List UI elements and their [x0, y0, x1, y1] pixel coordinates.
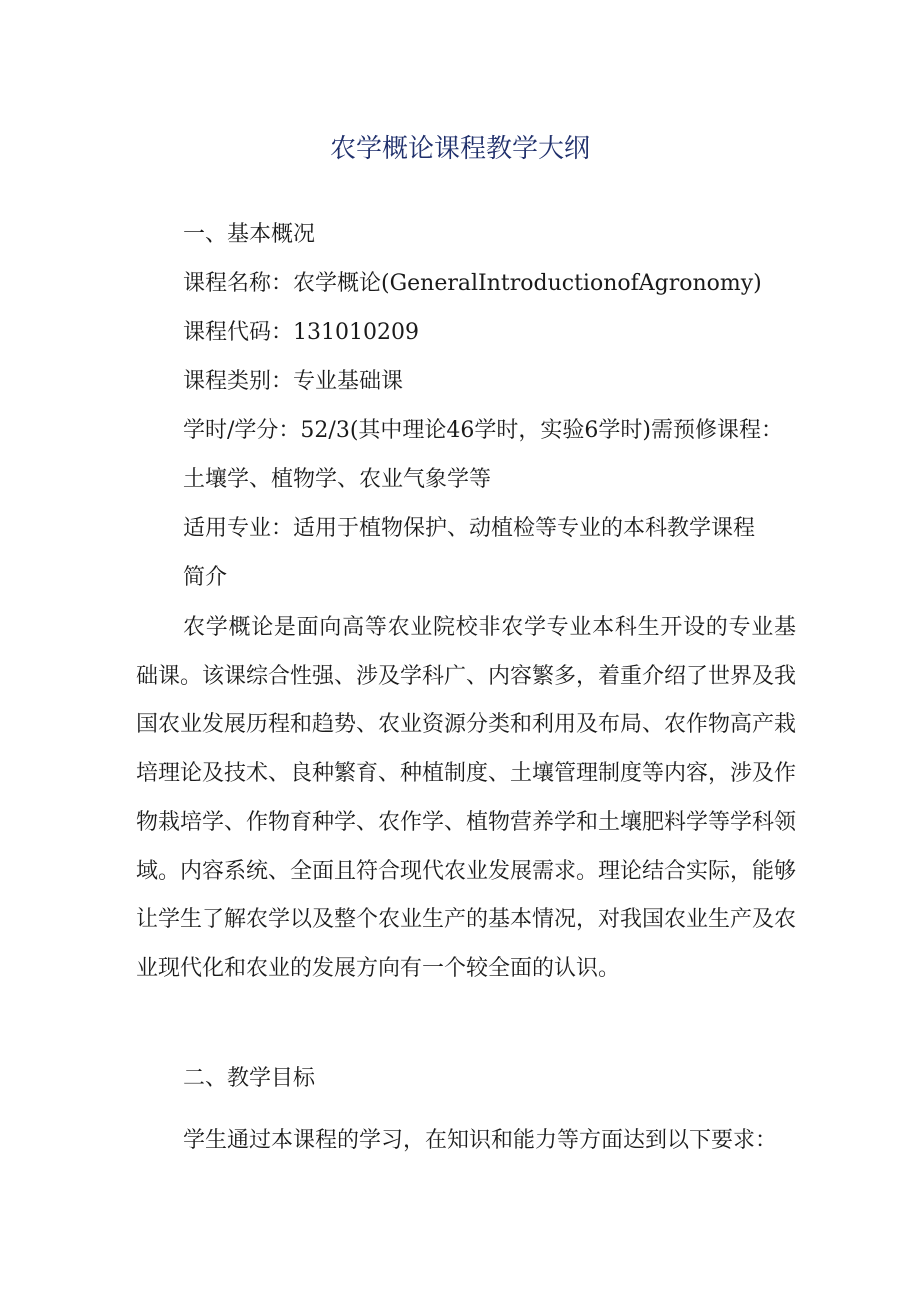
section-2-heading: 二、教学目标 [183, 1066, 316, 1091]
intro-label: 简介 [183, 565, 228, 590]
document-title: 农学概论课程教学大纲 [329, 134, 590, 164]
section-1-heading: 一、基本概况 [183, 222, 316, 247]
hours-credits: 学时/学分：52/3(其中理论46学时，实验6学时)需预修课程： [183, 418, 783, 443]
section-2-text: 学生通过本课程的学习，在知识和能力等方面达到以下要求： [183, 1128, 778, 1153]
prerequisites: 土壤学、植物学、农业气象学等 [183, 467, 492, 492]
course-name: 课程名称：农学概论(GeneralIntroductionofAgronomy) [183, 271, 762, 296]
course-code: 课程代码：131010209 [183, 320, 419, 345]
intro-paragraph: 农学概论是面向高等农业院校非农学专业本科生开设的专业基础课。该课综合性强、涉及学科广、内容繁多，着重介绍了世界及我国农业发展历程和趋势、农业资源分类和利用及布局、农作物高产栽培理论及技术、良种繁育、种植制度、土壤管理制度等内容，涉及作物栽培学、作物育种学、农作学、植物营养学和土壤肥料学等学科领域。内容系统、全面且符合现代农业发展需求。理论结合实际，能够让学生了解农学以及整个农业生产的基本情况，对我国农业生产及农业现代化和农业的发展方向有一个较全面的认识。 [136, 615, 797, 981]
applicable-majors: 适用专业：适用于植物保护、动植检等专业的本科教学课程 [183, 516, 756, 541]
course-type: 课程类别：专业基础课 [183, 369, 404, 394]
